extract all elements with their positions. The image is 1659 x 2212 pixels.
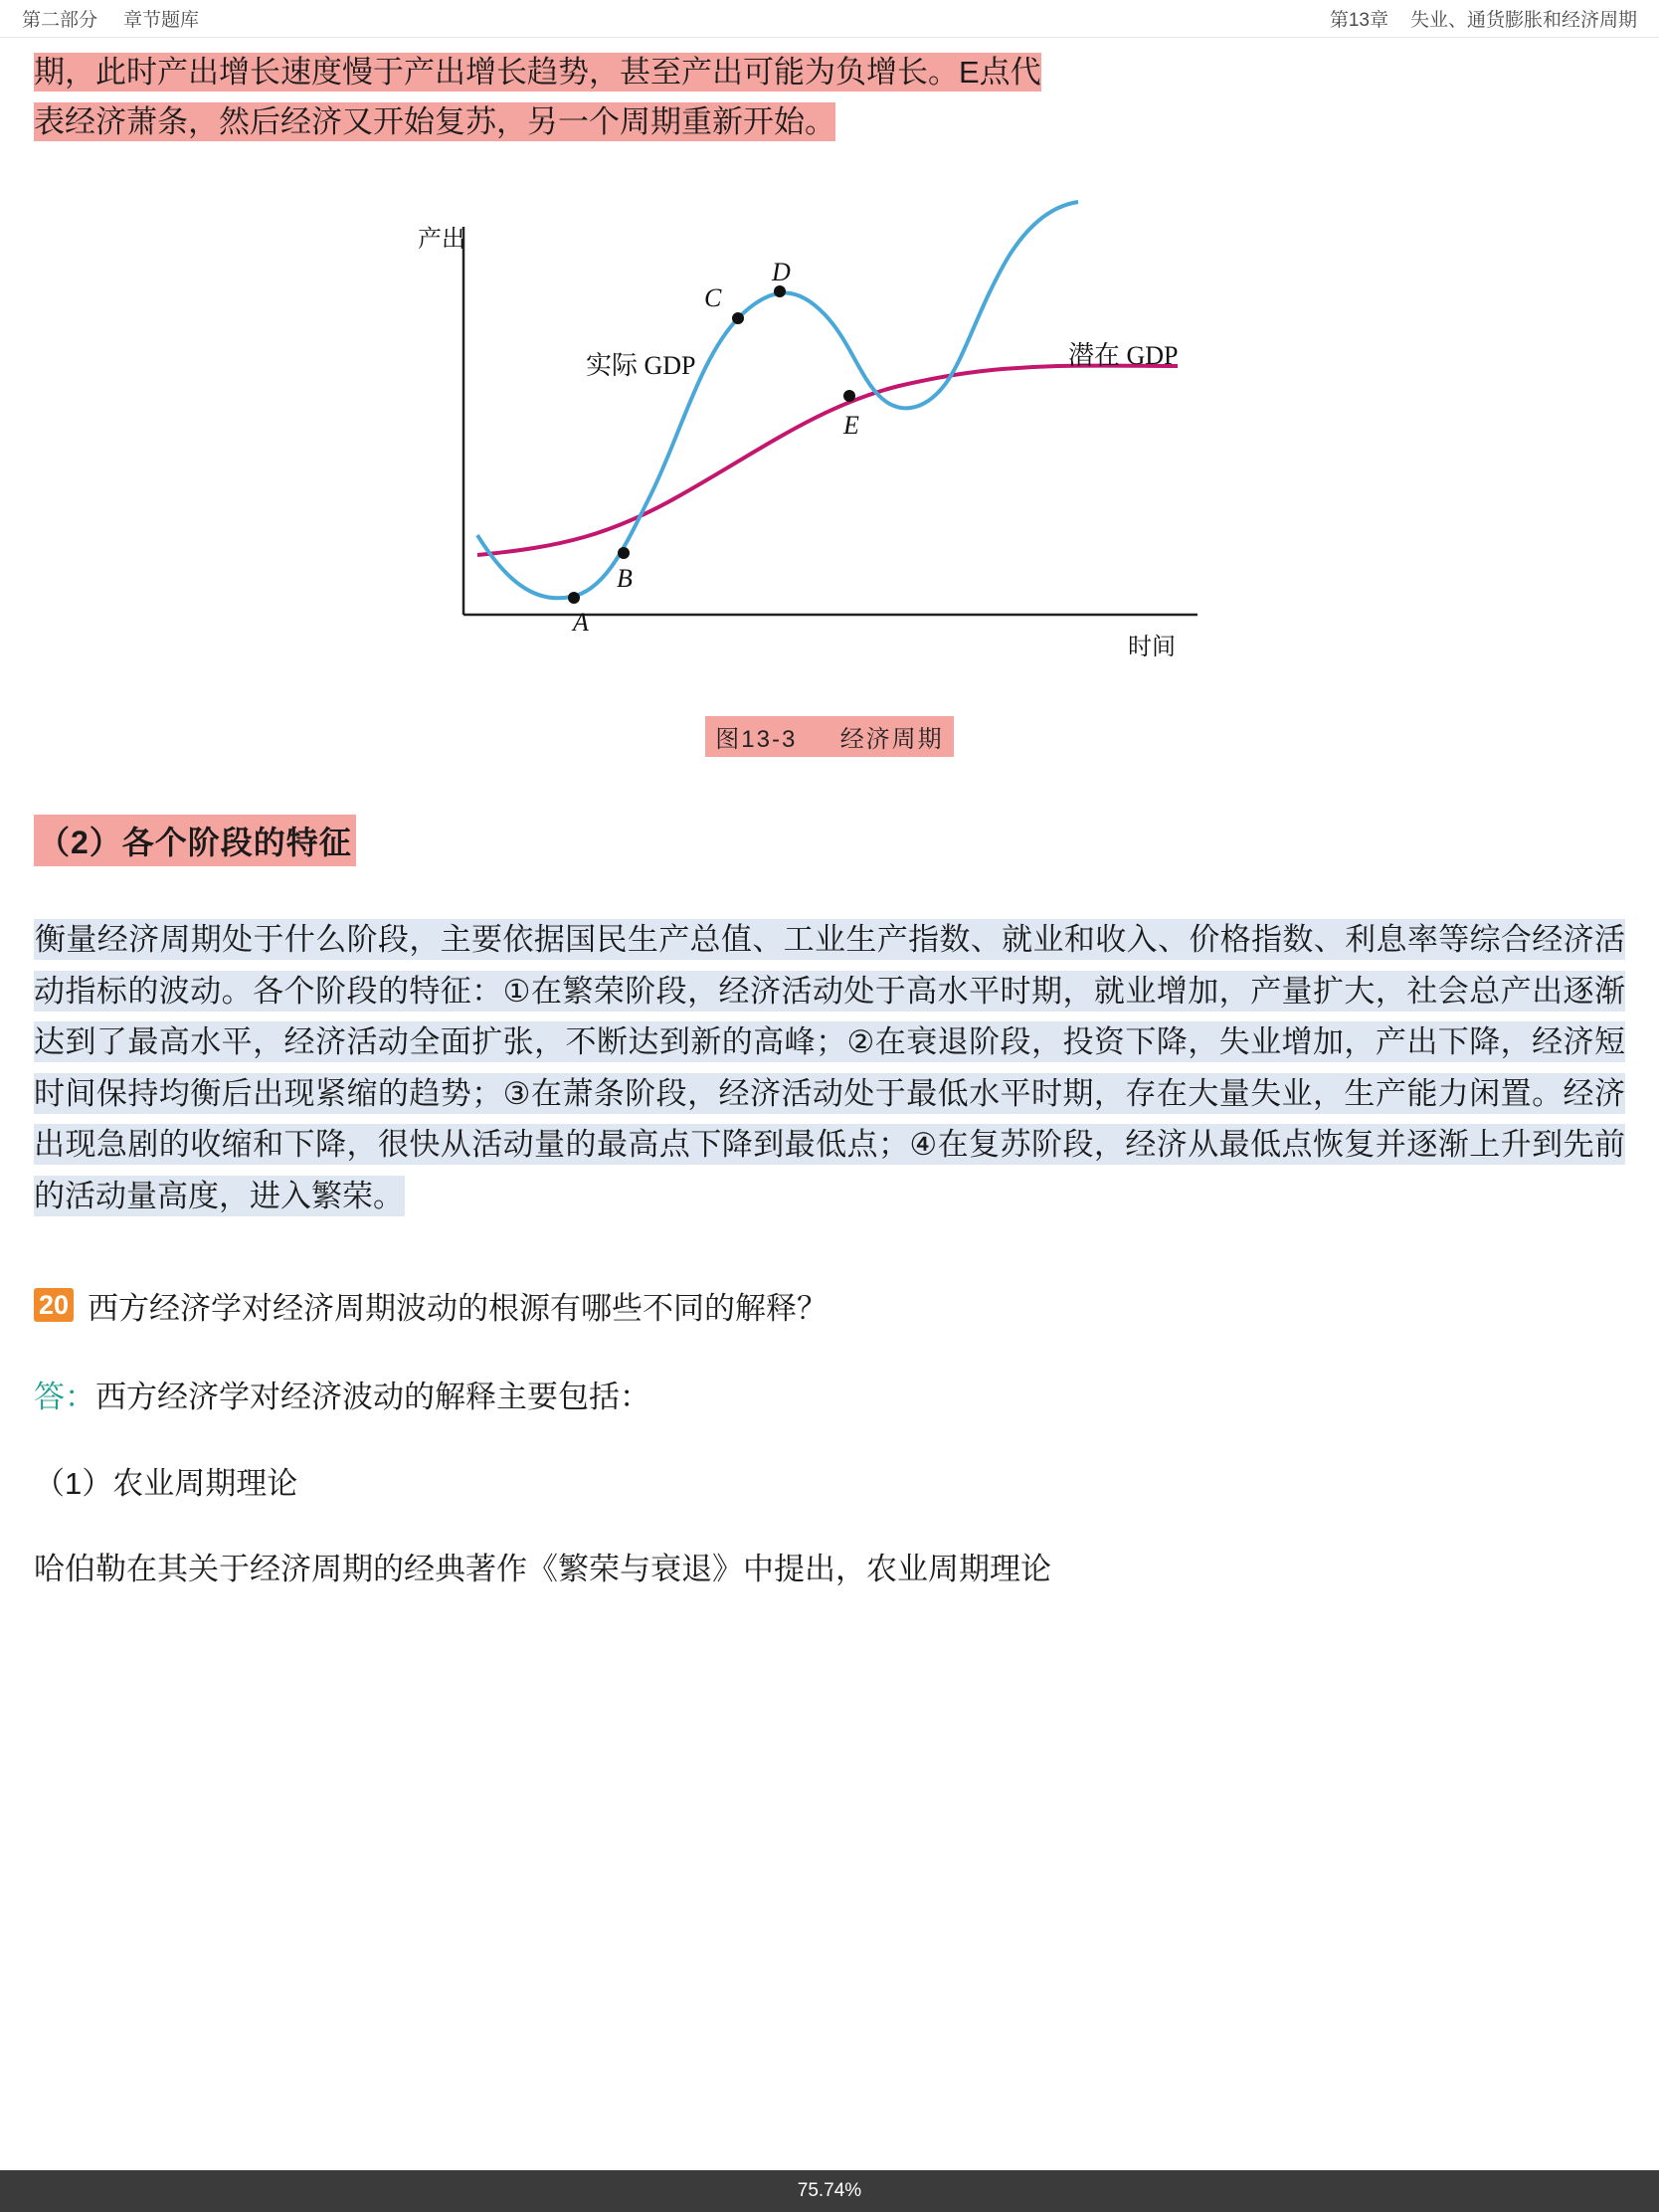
svg-text:时间: 时间 xyxy=(1128,634,1176,661)
highlight-blue: 衡量经济周期处于什么阶段，主要依据国民生产总值、工业生产指数、就业和收入、价格指数、利息率等综合经济活动指标的波动。各个阶段的特征：①在繁荣阶段，经济活动处于高水平时期，就业增加，产量扩大，社会总产出逐渐达到了最高水平，经济活动全面扩张，不断达到新的高峰；②在衰退阶段，投资下降，失业增加，产出下降，经济短时间保持均衡后出现紧缩的趋势；③在萧条阶段，经济活动处于最低水平时期，存在大量失业，生产能力闲置。经济出现急剧的收缩和下降，很快从活动量的最高点下降到最低点；④在复苏阶段，经济从最低点恢复并逐渐上升到先前的活动量高度，进入繁荣。 xyxy=(34,919,1625,1215)
continued-paragraph xyxy=(34,48,1625,147)
continued-paragraph-line-1 xyxy=(34,48,1625,97)
page-header xyxy=(0,0,1659,38)
answer-tail-paragraph: 哈伯勒在其关于经济周期的经典著作《繁荣与衰退》中提出，农业周期理论 xyxy=(34,1552,1051,1587)
subsection-heading: （2）各个阶段的特征 xyxy=(34,815,356,866)
body-paragraph xyxy=(34,914,1625,1221)
highlight-pink: 表经济萧条，然后经济又开始复苏，另一个周期重新开始。 xyxy=(34,104,835,140)
answer-block xyxy=(34,1372,1625,1416)
header-chapter-title: 失业、通货膨胀和经济周期 xyxy=(1409,10,1637,31)
answer-label: 答： xyxy=(34,1380,95,1415)
svg-text:D: D xyxy=(772,258,791,287)
business-cycle-chart xyxy=(382,197,1277,694)
question-block xyxy=(34,1283,1625,1328)
svg-text:B: B xyxy=(617,564,633,594)
svg-text:产出: 产出 xyxy=(418,226,465,254)
answer-list-item-1: （1）农业周期理论 xyxy=(34,1466,298,1502)
svg-text:实际 GDP: 实际 GDP xyxy=(586,351,696,381)
header-left-group xyxy=(22,5,199,32)
header-section-label: 章节题库 xyxy=(123,10,200,31)
reading-progress-bar[interactable] xyxy=(0,2170,1659,2212)
question-text: 西方经济学对经济周期波动的根源有哪些不同的解释？ xyxy=(88,1291,828,1327)
figure-block xyxy=(34,197,1625,757)
question-number-badge: 20 xyxy=(34,1288,74,1322)
answer-text: 西方经济学对经济波动的解释主要包括： xyxy=(95,1380,650,1415)
header-right-group xyxy=(1330,5,1637,32)
page-content xyxy=(0,38,1659,1594)
business-cycle-svg xyxy=(382,197,1277,694)
svg-text:C: C xyxy=(704,283,722,313)
svg-text:A: A xyxy=(573,608,589,638)
figure-caption-title: 经济周期 xyxy=(839,726,944,754)
figure-caption-number: 图13-3 xyxy=(715,726,798,754)
header-part-label: 第二部分 xyxy=(22,10,98,31)
figure-caption xyxy=(705,716,953,757)
header-chapter-number: 第13章 xyxy=(1329,10,1388,31)
svg-text:E: E xyxy=(843,411,859,441)
continued-paragraph-line-2 xyxy=(34,97,1625,147)
progress-percentage: 75.74% xyxy=(797,2180,862,2201)
subsection-heading-row xyxy=(34,757,1625,866)
svg-text:潜在 GDP: 潜在 GDP xyxy=(1068,341,1179,371)
highlight-pink: 期，此时产出增长速度慢于产出增长趋势，甚至产出可能为负增长。E点代 xyxy=(34,55,1041,90)
